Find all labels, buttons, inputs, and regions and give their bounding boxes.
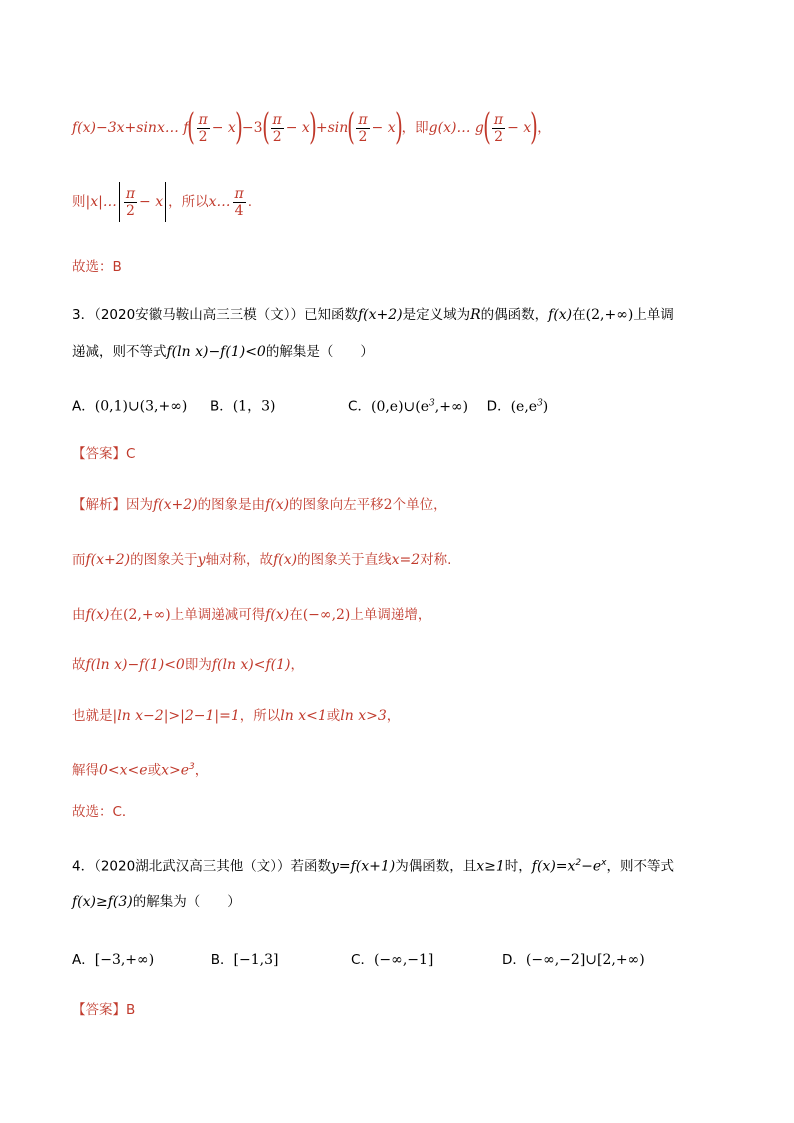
option-c-tail: ,+∞) <box>434 398 469 415</box>
text: 对称. <box>420 552 452 568</box>
q3-gu-xuan: 故选：C． <box>72 804 136 820</box>
fraction: $\frac{\pi}{2}$ <box>198 111 208 145</box>
math-expr: f(ln x)−f(1)<0 <box>166 344 266 360</box>
math-expr: − x <box>371 120 396 136</box>
option-d-label: D． <box>501 952 526 968</box>
q4-line-2 <box>72 892 241 912</box>
math-expr: f(x) <box>85 607 110 623</box>
q3-analysis-6 <box>72 757 208 781</box>
solution-line-2 <box>72 182 252 222</box>
gu-xuan-1: 故选：B <box>72 259 122 275</box>
text: 而 <box>72 552 86 568</box>
text: ， <box>537 120 551 136</box>
abs-bar <box>165 182 166 222</box>
math-expr: (−∞,2) <box>302 607 351 623</box>
text: 因为 <box>126 497 153 513</box>
text: ， <box>386 708 401 724</box>
math-expr: ln x<1 <box>280 708 327 724</box>
text: 递减，则不等式 <box>72 344 167 360</box>
math-expr: f(x)−3x+sinx… f <box>72 120 189 136</box>
analysis-label: 【解析】 <box>72 497 126 513</box>
q3-label: 3．（2020安徽马鞍山高三三模（文））已知函数 <box>72 307 358 323</box>
option-c-text: (0,e)∪(e <box>370 398 430 415</box>
option-c-label: C． <box>351 952 374 968</box>
superscript: x <box>601 858 607 868</box>
option-d-text: (e,e <box>510 398 538 415</box>
math-expr: g(x)… g <box>428 120 484 136</box>
math-expr: x=2 <box>391 552 421 568</box>
math-expr: y=f(x+1) <box>330 858 396 875</box>
text: 故 <box>72 657 86 673</box>
text: 则 <box>72 194 86 210</box>
left-paren: ( <box>347 107 356 148</box>
math-expr: − x <box>139 194 164 210</box>
text: 的偶函数， <box>480 307 549 323</box>
math-expr: f(x+2) <box>357 307 403 323</box>
math-expr: +sin <box>315 120 349 136</box>
right-paren: ) <box>530 107 539 148</box>
math-expr: − x <box>507 120 532 136</box>
fraction: $\frac{\pi}{2}$ <box>272 111 282 145</box>
right-paren: ) <box>234 107 243 148</box>
q3-line-1 <box>72 305 674 325</box>
text: ， <box>194 762 209 779</box>
math-expr: −3 <box>241 120 263 136</box>
text: ，即 <box>401 120 429 136</box>
math-expr: R <box>470 307 481 323</box>
text: 是定义域为 <box>402 307 471 323</box>
superscript: 3 <box>429 398 435 408</box>
math-expr: f(x)=x <box>531 858 576 875</box>
q4-line-1 <box>72 853 674 877</box>
option-b: [−1,3] <box>233 952 279 968</box>
option-a: [−3,+∞) <box>94 952 155 968</box>
option-a: (0,1)∪(3,+∞) <box>94 398 188 415</box>
math-expr: y <box>197 552 206 568</box>
option-c <box>371 399 468 415</box>
math-expr: 2 <box>383 497 393 513</box>
right-paren: ) <box>308 107 317 148</box>
option-b: (1，3) <box>232 398 276 415</box>
math-expr: f(x) <box>265 607 290 623</box>
math-expr: |x|… <box>85 194 117 210</box>
math-expr: f(x+2) <box>153 497 198 513</box>
math-expr: − x <box>211 120 236 136</box>
q3-analysis-5 <box>72 706 400 726</box>
text: 上单调 <box>633 307 674 323</box>
left-paren: ( <box>187 107 196 148</box>
text: ，则不等式 <box>606 858 674 875</box>
q3-analysis-1 <box>72 495 447 515</box>
math-expr: x≥1 <box>476 858 505 875</box>
text: 的解集是（ ） <box>265 344 374 360</box>
q3-answer <box>72 444 135 464</box>
text: 上单调递增， <box>350 607 432 623</box>
text: 解得 <box>72 762 99 779</box>
answer-value: B <box>126 1002 136 1018</box>
option-a-label: A． <box>72 398 95 415</box>
text: 的图象关于直线 <box>297 552 392 568</box>
math-expr: f(x) <box>548 307 573 323</box>
math-expr: f(x) <box>273 552 298 568</box>
q3-analysis-2 <box>72 550 451 570</box>
solution-line-1 <box>72 108 551 148</box>
text: 或 <box>326 708 341 724</box>
answer-value: C <box>126 446 136 462</box>
text: 或 <box>147 762 162 779</box>
right-paren: ) <box>394 107 403 148</box>
math-expr: − x <box>285 120 310 136</box>
text: ， <box>290 657 305 673</box>
text: . <box>247 194 253 210</box>
left-paren: ( <box>483 107 491 148</box>
math-expr: −e <box>581 858 602 875</box>
text: 个单位， <box>392 497 447 513</box>
math-expr: x… <box>208 194 231 210</box>
math-expr: f(ln x)−f(1)<0 <box>85 657 185 673</box>
math-expr: f(x) <box>265 497 290 513</box>
text: ，所以 <box>168 194 209 210</box>
text: 轴对称，故 <box>205 552 274 568</box>
text: 即为 <box>184 657 212 673</box>
q4-label: 4．（2020湖北武汉高三其他（文））若函数 <box>72 858 331 875</box>
fraction: $\frac{\pi}{2}$ <box>493 111 504 145</box>
fraction: $\frac{\pi}{2}$ <box>125 185 136 219</box>
q4-options <box>72 950 645 970</box>
answer-label: 【答案】 <box>72 446 126 462</box>
text: ，所以 <box>239 708 281 724</box>
q3-analysis-3 <box>72 605 431 625</box>
superscript: 3 <box>188 762 195 772</box>
text: 在 <box>289 607 303 623</box>
math-expr: ln x>3 <box>340 708 387 724</box>
option-c-label: C． <box>348 398 371 415</box>
text: 上单调递减可得 <box>170 607 266 623</box>
option-d <box>511 399 549 415</box>
math-expr: f(x)≥f(3) <box>72 894 133 910</box>
math-expr: (2,+∞) <box>585 307 634 323</box>
text: 在 <box>109 607 124 623</box>
left-paren: ( <box>261 107 270 148</box>
option-b-label: B． <box>209 398 233 415</box>
fraction: $\frac{\pi}{2}$ <box>358 111 368 145</box>
fraction: $\frac{\pi}{4}$ <box>234 185 244 219</box>
option-d-tail: ) <box>542 398 549 415</box>
math-expr: (2,+∞) <box>123 607 171 623</box>
text: 为偶函数，且 <box>395 858 477 875</box>
math-expr: x>e <box>161 762 189 779</box>
math-expr: 0<x<e <box>99 762 148 779</box>
text: 的解集为（ ） <box>132 894 241 910</box>
text: 也就是 <box>72 708 113 724</box>
superscript: 2 <box>575 858 582 868</box>
q3-analysis-4 <box>72 655 304 675</box>
option-c: (−∞,−1] <box>373 952 434 968</box>
q4-answer <box>72 1000 135 1020</box>
math-expr: f(ln x)<f(1) <box>211 657 291 673</box>
text: 时， <box>504 858 532 875</box>
q3-options <box>72 393 548 417</box>
text: 的图象向左平移 <box>289 497 384 513</box>
superscript: 3 <box>537 398 543 408</box>
option-b-label: B． <box>210 952 234 968</box>
abs-bar <box>119 182 120 222</box>
text: 的图象关于 <box>130 552 198 568</box>
option-a-label: A． <box>72 952 95 968</box>
option-d-label: D． <box>486 398 511 415</box>
option-d: (−∞,−2]∪[2,+∞) <box>525 952 645 968</box>
math-expr: f(x+2) <box>85 552 131 568</box>
math-expr: |ln x−2|>|2−1|=1 <box>112 708 240 724</box>
text: 在 <box>572 307 586 323</box>
text: 由 <box>72 607 86 623</box>
answer-label: 【答案】 <box>72 1002 126 1018</box>
q3-line-2 <box>72 342 374 362</box>
text: 的图象是由 <box>197 497 266 513</box>
